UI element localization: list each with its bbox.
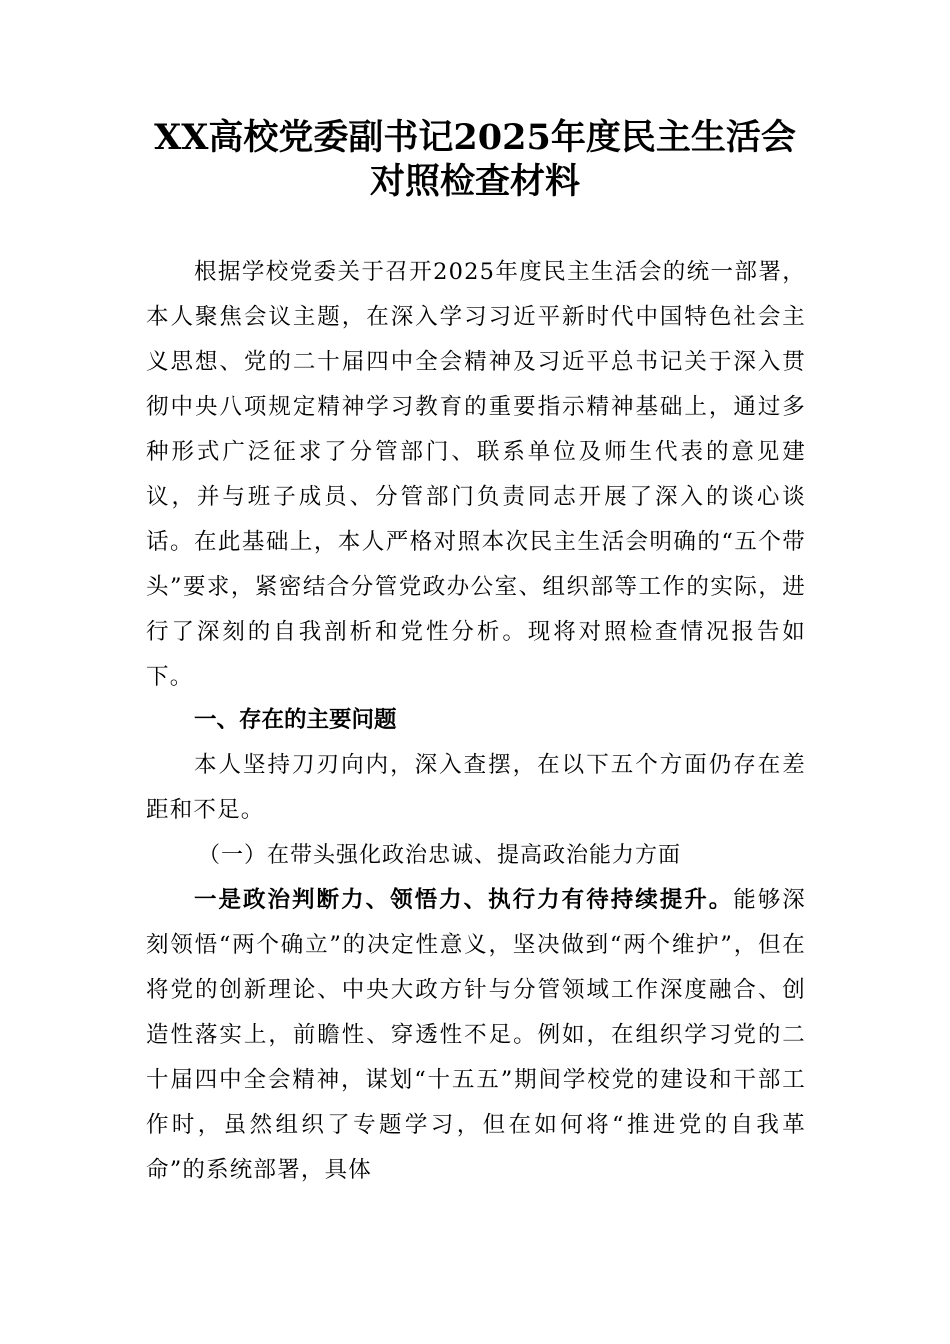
intro-paragraph: 根据学校党委关于召开2025年度民主生活会的统一部署，本人聚焦会议主题，在深入学习习近平新时代中国特色社会主义思想、党的二十届四中全会精神及习近平总书记关于深入贯彻中央八项规定精神学习教育的重要指示精神基础上，通过多种形式广泛征求了分管部门、联系单位及师生代表的意见建议，并与班子成员、分管部门负责同志开展了深入的谈心谈话。在此基础上，本人严格对照本次民主生活会明确的“五个带头”要求，紧密结合分管党政办公室、组织部等工作的实际，进行了深刻的自我剖析和党性分析。现将对照检查情况报告如下。 [146, 259, 806, 690]
point-one-body: 能够深刻领悟“两个确立”的决定性意义，坚决做到“两个维护”，但在将党的创新理论、中央大政方针与分管领域工作深度融合、创造性落实上，前瞻性、穿透性不足。例如，在组织学习党的二十届四中全会精神，谋划“十五五”期间学校党的建设和干部工作时，虽然组织了专题学习，但在如何将“推进党的自我革命”的系统部署，具体 [146, 887, 806, 1183]
point-one-paragraph [146, 878, 806, 1193]
section-heading-problems: 一、存在的主要问题 [194, 707, 397, 733]
point-one-lead: 一是政治判断力、领悟力、执行力有待持续提升。 [194, 887, 734, 913]
document-title-line1: XX高校党委副书记2025年度民主生活会 [154, 117, 796, 158]
subsection-heading-political-loyalty: （一）在带头强化政治忠诚、提高政治能力方面 [198, 843, 682, 868]
document-title-line2: 对照检查材料 [369, 161, 580, 202]
problems-intro-paragraph: 本人坚持刀刃向内，深入查摆，在以下五个方面仍存在差距和不足。 [146, 752, 806, 823]
